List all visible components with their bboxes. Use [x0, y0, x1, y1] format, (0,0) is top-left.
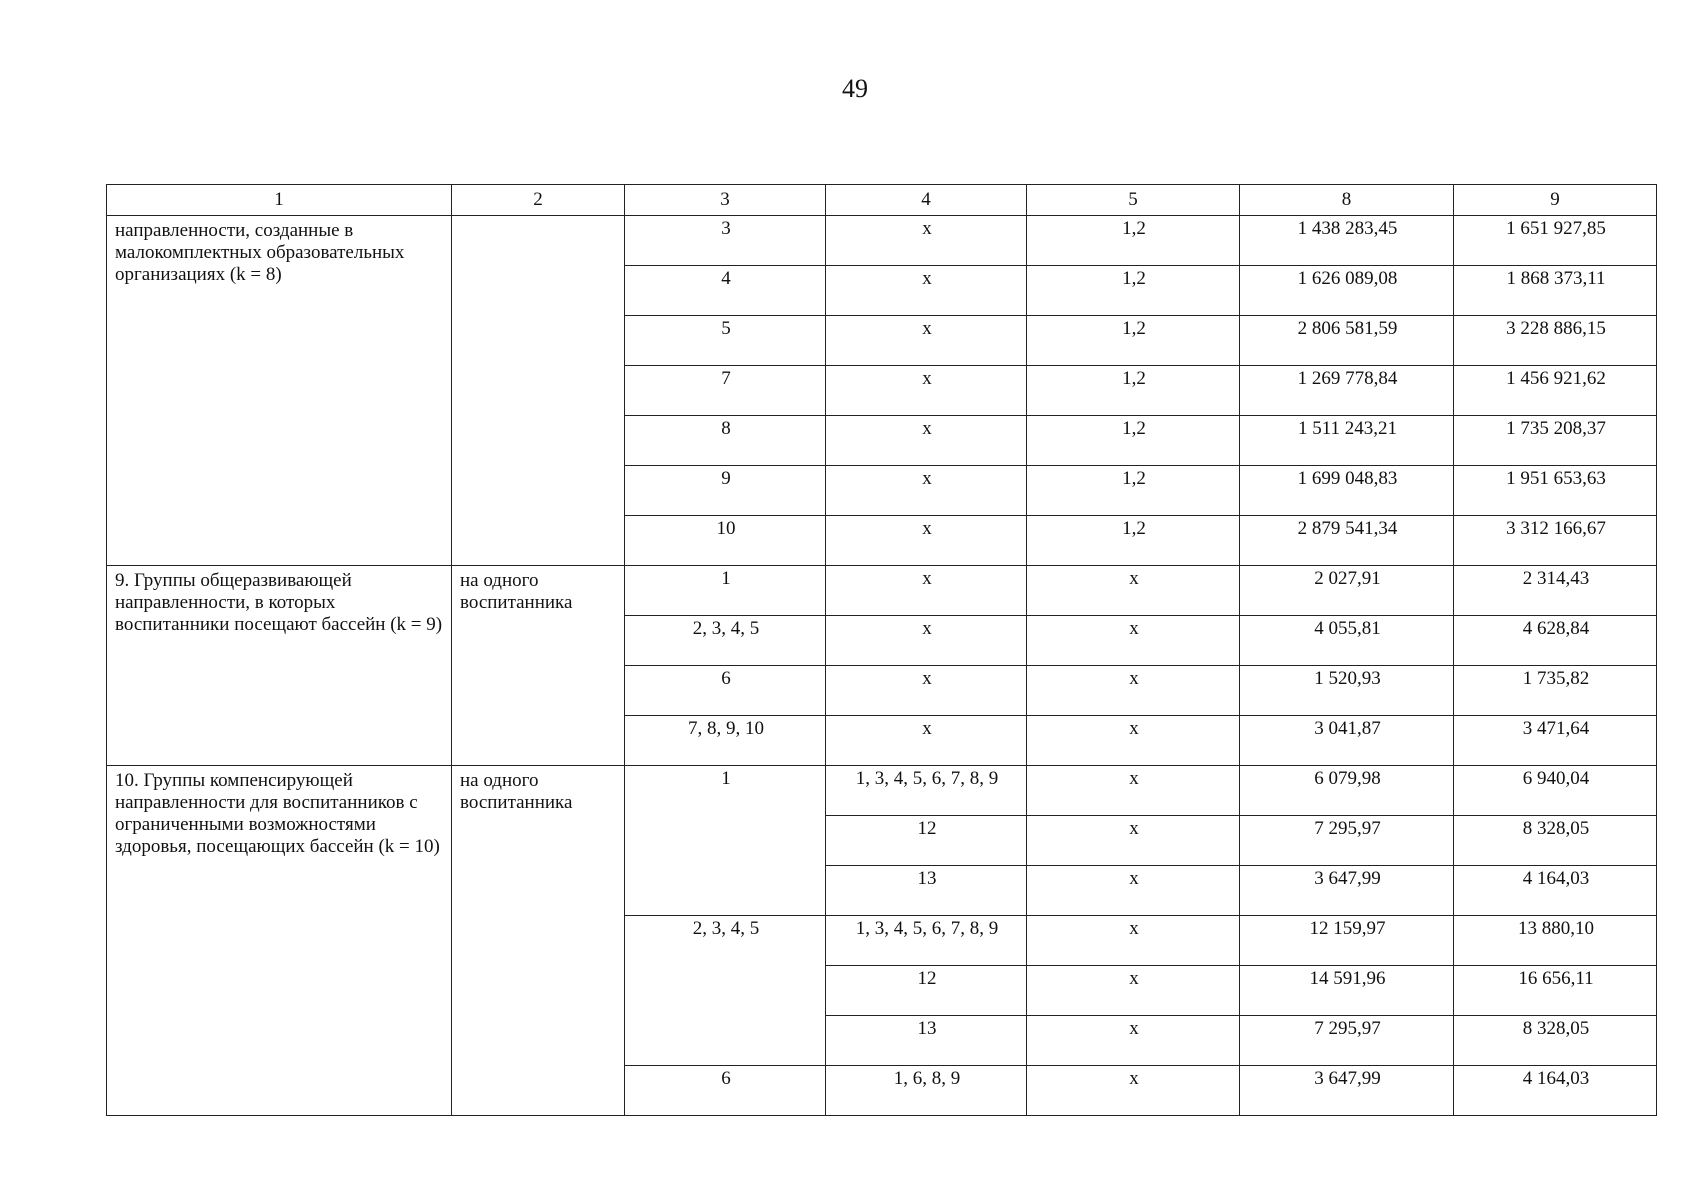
cell: 1 456 921,62	[1454, 366, 1657, 416]
header-cell: 3	[625, 185, 826, 216]
header-cell: 9	[1454, 185, 1657, 216]
cell: 2, 3, 4, 5	[625, 916, 826, 1066]
cell: 12 159,97	[1240, 916, 1454, 966]
cell: 2 879 541,34	[1240, 516, 1454, 566]
cell: 4 055,81	[1240, 616, 1454, 666]
cell: 1, 3, 4, 5, 6, 7, 8, 9	[826, 766, 1027, 816]
cell: 1, 3, 4, 5, 6, 7, 8, 9	[826, 916, 1027, 966]
cell: 1 651 927,85	[1454, 216, 1657, 266]
cell: 1	[625, 566, 826, 616]
cell: 1 438 283,45	[1240, 216, 1454, 266]
cell: 14 591,96	[1240, 966, 1454, 1016]
cell: 1 735 208,37	[1454, 416, 1657, 466]
table-row	[107, 566, 1657, 616]
cell: х	[826, 466, 1027, 516]
cell: 2 806 581,59	[1240, 316, 1454, 366]
cell: 1 520,93	[1240, 666, 1454, 716]
cell: х	[1027, 616, 1240, 666]
cell: 1,2	[1027, 516, 1240, 566]
cell: 4 628,84	[1454, 616, 1657, 666]
cell: х	[826, 216, 1027, 266]
cell: 7 295,97	[1240, 1016, 1454, 1066]
cell: х	[1027, 716, 1240, 766]
group-name-cell: 9. Группы общеразвивающей направленности, в которых воспитанники посещают бассейн (k = 9)	[107, 566, 452, 766]
cell: х	[826, 266, 1027, 316]
cell: 5	[625, 316, 826, 366]
cell: 1,2	[1027, 466, 1240, 516]
cell: 6 079,98	[1240, 766, 1454, 816]
group-name-cell: 10. Группы компенсирующей направленности для воспитанников с ограниченными возможностями здоровья, посещающих бассейн (k = 10)	[107, 766, 452, 1116]
cell: 6	[625, 1066, 826, 1116]
table-row	[107, 766, 1657, 816]
cell: х	[826, 666, 1027, 716]
cell: 2, 3, 4, 5	[625, 616, 826, 666]
cell: х	[826, 316, 1027, 366]
cell: 1 699 048,83	[1240, 466, 1454, 516]
cell: 3	[625, 216, 826, 266]
cell: 3 041,87	[1240, 716, 1454, 766]
cell: х	[1027, 966, 1240, 1016]
cell: х	[1027, 1016, 1240, 1066]
cell: 3 312 166,67	[1454, 516, 1657, 566]
header-cell: 1	[107, 185, 452, 216]
cell: 3 471,64	[1454, 716, 1657, 766]
cell: 7 295,97	[1240, 816, 1454, 866]
group-name-cell: направленности, созданные в малокомплектных образовательных организациях (k = 8)	[107, 216, 452, 566]
cell: 4 164,03	[1454, 1066, 1657, 1116]
cell: 7, 8, 9, 10	[625, 716, 826, 766]
header-cell: 5	[1027, 185, 1240, 216]
cell: 4	[625, 266, 826, 316]
table-row	[107, 216, 1657, 266]
cell: 8	[625, 416, 826, 466]
cell: х	[826, 716, 1027, 766]
unit-cell: на одного воспитанника	[452, 566, 625, 766]
cell: х	[826, 366, 1027, 416]
cell: 4 164,03	[1454, 866, 1657, 916]
cell: х	[826, 566, 1027, 616]
cell: 1 269 778,84	[1240, 366, 1454, 416]
cell: 6 940,04	[1454, 766, 1657, 816]
header-cell: 8	[1240, 185, 1454, 216]
cell: 13	[826, 866, 1027, 916]
cell: х	[826, 416, 1027, 466]
cell: 1,2	[1027, 216, 1240, 266]
cell: 2 314,43	[1454, 566, 1657, 616]
header-cell: 2	[452, 185, 625, 216]
cell: 1 868 373,11	[1454, 266, 1657, 316]
cell: 12	[826, 966, 1027, 1016]
cell: х	[826, 516, 1027, 566]
cell: 1,2	[1027, 266, 1240, 316]
cell: 6	[625, 666, 826, 716]
cell: х	[1027, 1066, 1240, 1116]
cell: х	[1027, 766, 1240, 816]
cell: 7	[625, 366, 826, 416]
cell: х	[1027, 566, 1240, 616]
cell: 8 328,05	[1454, 816, 1657, 866]
cell: 13	[826, 1016, 1027, 1066]
cell: 1 511 243,21	[1240, 416, 1454, 466]
cell: 3 228 886,15	[1454, 316, 1657, 366]
page-number: 49	[842, 74, 868, 103]
cell: х	[1027, 916, 1240, 966]
cell: 10	[625, 516, 826, 566]
cell: 9	[625, 466, 826, 516]
header-row	[107, 185, 1657, 216]
cell: 1,2	[1027, 416, 1240, 466]
cell: х	[826, 616, 1027, 666]
cell: 2 027,91	[1240, 566, 1454, 616]
header-cell: 4	[826, 185, 1027, 216]
cell: 1	[625, 766, 826, 916]
cell: 1,2	[1027, 316, 1240, 366]
cell: 12	[826, 816, 1027, 866]
data-table	[106, 184, 1657, 1116]
cell: 1, 6, 8, 9	[826, 1066, 1027, 1116]
cell: 16 656,11	[1454, 966, 1657, 1016]
unit-cell	[452, 216, 625, 566]
cell: 1,2	[1027, 366, 1240, 416]
cell: х	[1027, 816, 1240, 866]
cell: 3 647,99	[1240, 1066, 1454, 1116]
cell: 3 647,99	[1240, 866, 1454, 916]
cell: х	[1027, 866, 1240, 916]
cell: 13 880,10	[1454, 916, 1657, 966]
cell: 1 735,82	[1454, 666, 1657, 716]
cell: 8 328,05	[1454, 1016, 1657, 1066]
unit-cell: на одного воспитанника	[452, 766, 625, 1116]
cell: 1 951 653,63	[1454, 466, 1657, 516]
cell: 1 626 089,08	[1240, 266, 1454, 316]
cell: х	[1027, 666, 1240, 716]
